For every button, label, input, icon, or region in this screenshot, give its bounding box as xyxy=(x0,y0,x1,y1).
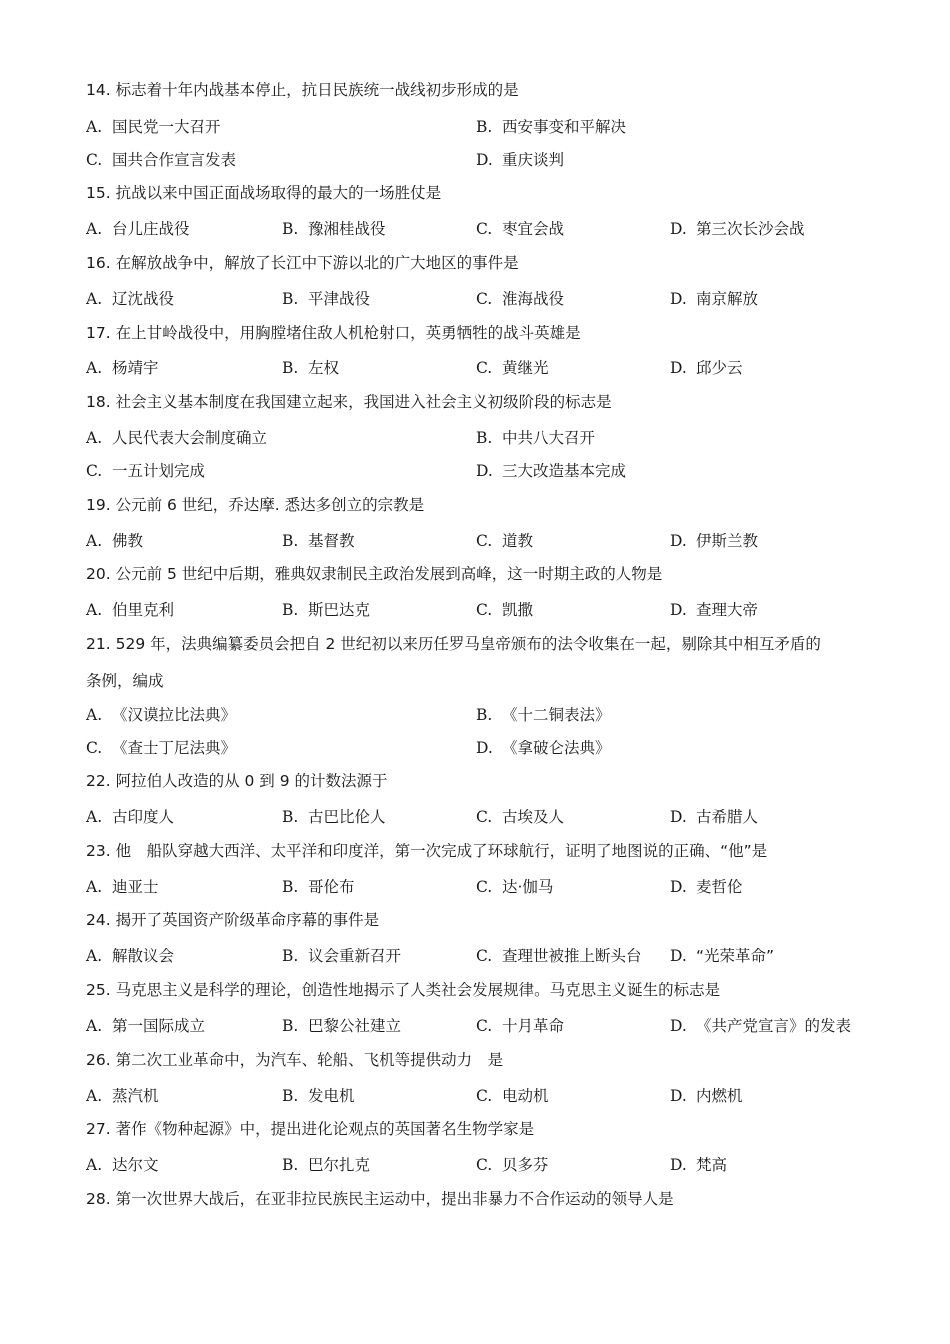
option-b: B. 哥伦布 xyxy=(282,878,355,896)
option-c: C. 一五计划完成 xyxy=(86,462,206,480)
option-d: D. 查理大帝 xyxy=(670,601,759,619)
option-a: A. 蒸汽机 xyxy=(86,1087,159,1105)
option-a: A. 解散议会 xyxy=(86,947,175,965)
option-b: B. 巴尔扎克 xyxy=(282,1156,371,1174)
question-27: 27. 著作《物种起源》中，提出进化论观点的英国著名生物学家是 xyxy=(86,1120,535,1138)
option-c: C. 凯撒 xyxy=(476,601,534,619)
question-20: 20. 公元前 5 世纪中后期，雅典奴隶制民主政治发展到高峰，这一时期主政的人物是 xyxy=(86,565,663,583)
option-a: A. 迪亚士 xyxy=(86,878,159,896)
option-d: D. 三大改造基本完成 xyxy=(476,462,627,480)
option-d: D. 内燃机 xyxy=(670,1087,743,1105)
question-19: 19. 公元前 6 世纪，乔达摩. 悉达多创立的宗教是 xyxy=(86,496,425,514)
option-c: C. 国共合作宣言发表 xyxy=(86,151,237,169)
option-c: C. 《查士丁尼法典》 xyxy=(86,739,237,757)
option-c: C. 枣宜会战 xyxy=(476,220,565,238)
option-b: B. 《十二铜表法》 xyxy=(476,706,611,724)
option-d: D. 第三次长沙会战 xyxy=(670,220,805,238)
option-d: D. 邱少云 xyxy=(670,359,743,377)
question-26: 26. 第二次工业革命中，为汽车、轮船、飞机等提供动力 是 xyxy=(86,1051,504,1069)
option-c: C. 古埃及人 xyxy=(476,808,565,826)
question-22: 22. 阿拉伯人改造的从 0 到 9 的计数法源于 xyxy=(86,772,388,790)
option-c: C. 查理世被推上断头台 xyxy=(476,947,642,965)
option-b: B. 巴黎公社建立 xyxy=(282,1017,402,1035)
question-15: 15. 抗战以来中国正面战场取得的最大的一场胜仗是 xyxy=(86,184,442,202)
option-a: A. 辽沈战役 xyxy=(86,290,175,308)
option-a: A. 人民代表大会制度确立 xyxy=(86,429,268,447)
option-d: D. 伊斯兰教 xyxy=(670,532,759,550)
option-b: B. 斯巴达克 xyxy=(282,601,371,619)
option-a: A. 达尔文 xyxy=(86,1156,159,1174)
option-d: D. 重庆谈判 xyxy=(476,151,565,169)
question-16: 16. 在解放战争中，解放了长江中下游以北的广大地区的事件是 xyxy=(86,254,519,272)
question-14: 14. 标志着十年内战基本停止，抗日民族统一战线初步形成的是 xyxy=(86,81,519,99)
question-18: 18. 社会主义基本制度在我国建立起来，我国进入社会主义初级阶段的标志是 xyxy=(86,393,612,411)
option-d: D. 麦哲伦 xyxy=(670,878,743,896)
option-a: A. 伯里克利 xyxy=(86,601,175,619)
option-c: C. 十月革命 xyxy=(476,1017,565,1035)
option-a: A. 《汉谟拉比法典》 xyxy=(86,706,237,724)
option-a: A. 台儿庄战役 xyxy=(86,220,190,238)
question-23: 23. 他 船队穿越大西洋、太平洋和印度洋，第一次完成了环球航行，证明了地图说的正确、“他”是 xyxy=(86,842,768,860)
option-d: D. 《共产党宣言》的发表 xyxy=(670,1017,852,1035)
option-a: A. 国民党一大召开 xyxy=(86,118,221,136)
option-b: B. 发电机 xyxy=(282,1087,355,1105)
option-d: D. 《拿破仑法典》 xyxy=(476,739,611,757)
option-b: B. 古巴比伦人 xyxy=(282,808,386,826)
option-d: D. 古希腊人 xyxy=(670,808,759,826)
question-21: 21. 529 年，法典编纂委员会把自 2 世纪初以来历任罗马皇帝颁布的法令收集在一起，剔除其中相互矛盾的 xyxy=(86,635,821,653)
option-b: B. 豫湘桂战役 xyxy=(282,220,386,238)
option-d: D. “光荣革命” xyxy=(670,947,775,965)
option-c: C. 黄继光 xyxy=(476,359,549,377)
option-b: B. 基督教 xyxy=(282,532,355,550)
option-b: B. 西安事变和平解决 xyxy=(476,118,627,136)
option-a: A. 佛教 xyxy=(86,532,144,550)
option-a: A. 第一国际成立 xyxy=(86,1017,206,1035)
option-d: D. 南京解放 xyxy=(670,290,759,308)
question-25: 25. 马克思主义是科学的理论，创造性地揭示了人类社会发展规律。马克思主义诞生的标志是 xyxy=(86,981,721,999)
option-c: C. 淮海战役 xyxy=(476,290,565,308)
option-b: B. 平津战役 xyxy=(282,290,371,308)
option-c: C. 贝多芬 xyxy=(476,1156,549,1174)
question-21-continued: 条例，编成 xyxy=(86,672,164,690)
option-a: A. 古印度人 xyxy=(86,808,175,826)
option-a: A. 杨靖宇 xyxy=(86,359,159,377)
option-b: B. 中共八大召开 xyxy=(476,429,596,447)
option-c: C. 道教 xyxy=(476,532,534,550)
question-28: 28. 第一次世界大战后，在亚非拉民族民主运动中，提出非暴力不合作运动的领导人是 xyxy=(86,1190,674,1208)
option-b: B. 议会重新召开 xyxy=(282,947,402,965)
option-d: D. 梵高 xyxy=(670,1156,728,1174)
question-24: 24. 揭开了英国资产阶级革命序幕的事件是 xyxy=(86,911,380,929)
question-17: 17. 在上甘岭战役中，用胸膛堵住敌人机枪射口，英勇牺牲的战斗英雄是 xyxy=(86,324,581,342)
option-b: B. 左权 xyxy=(282,359,340,377)
option-c: C. 电动机 xyxy=(476,1087,549,1105)
option-c: C. 达·伽马 xyxy=(476,878,554,896)
